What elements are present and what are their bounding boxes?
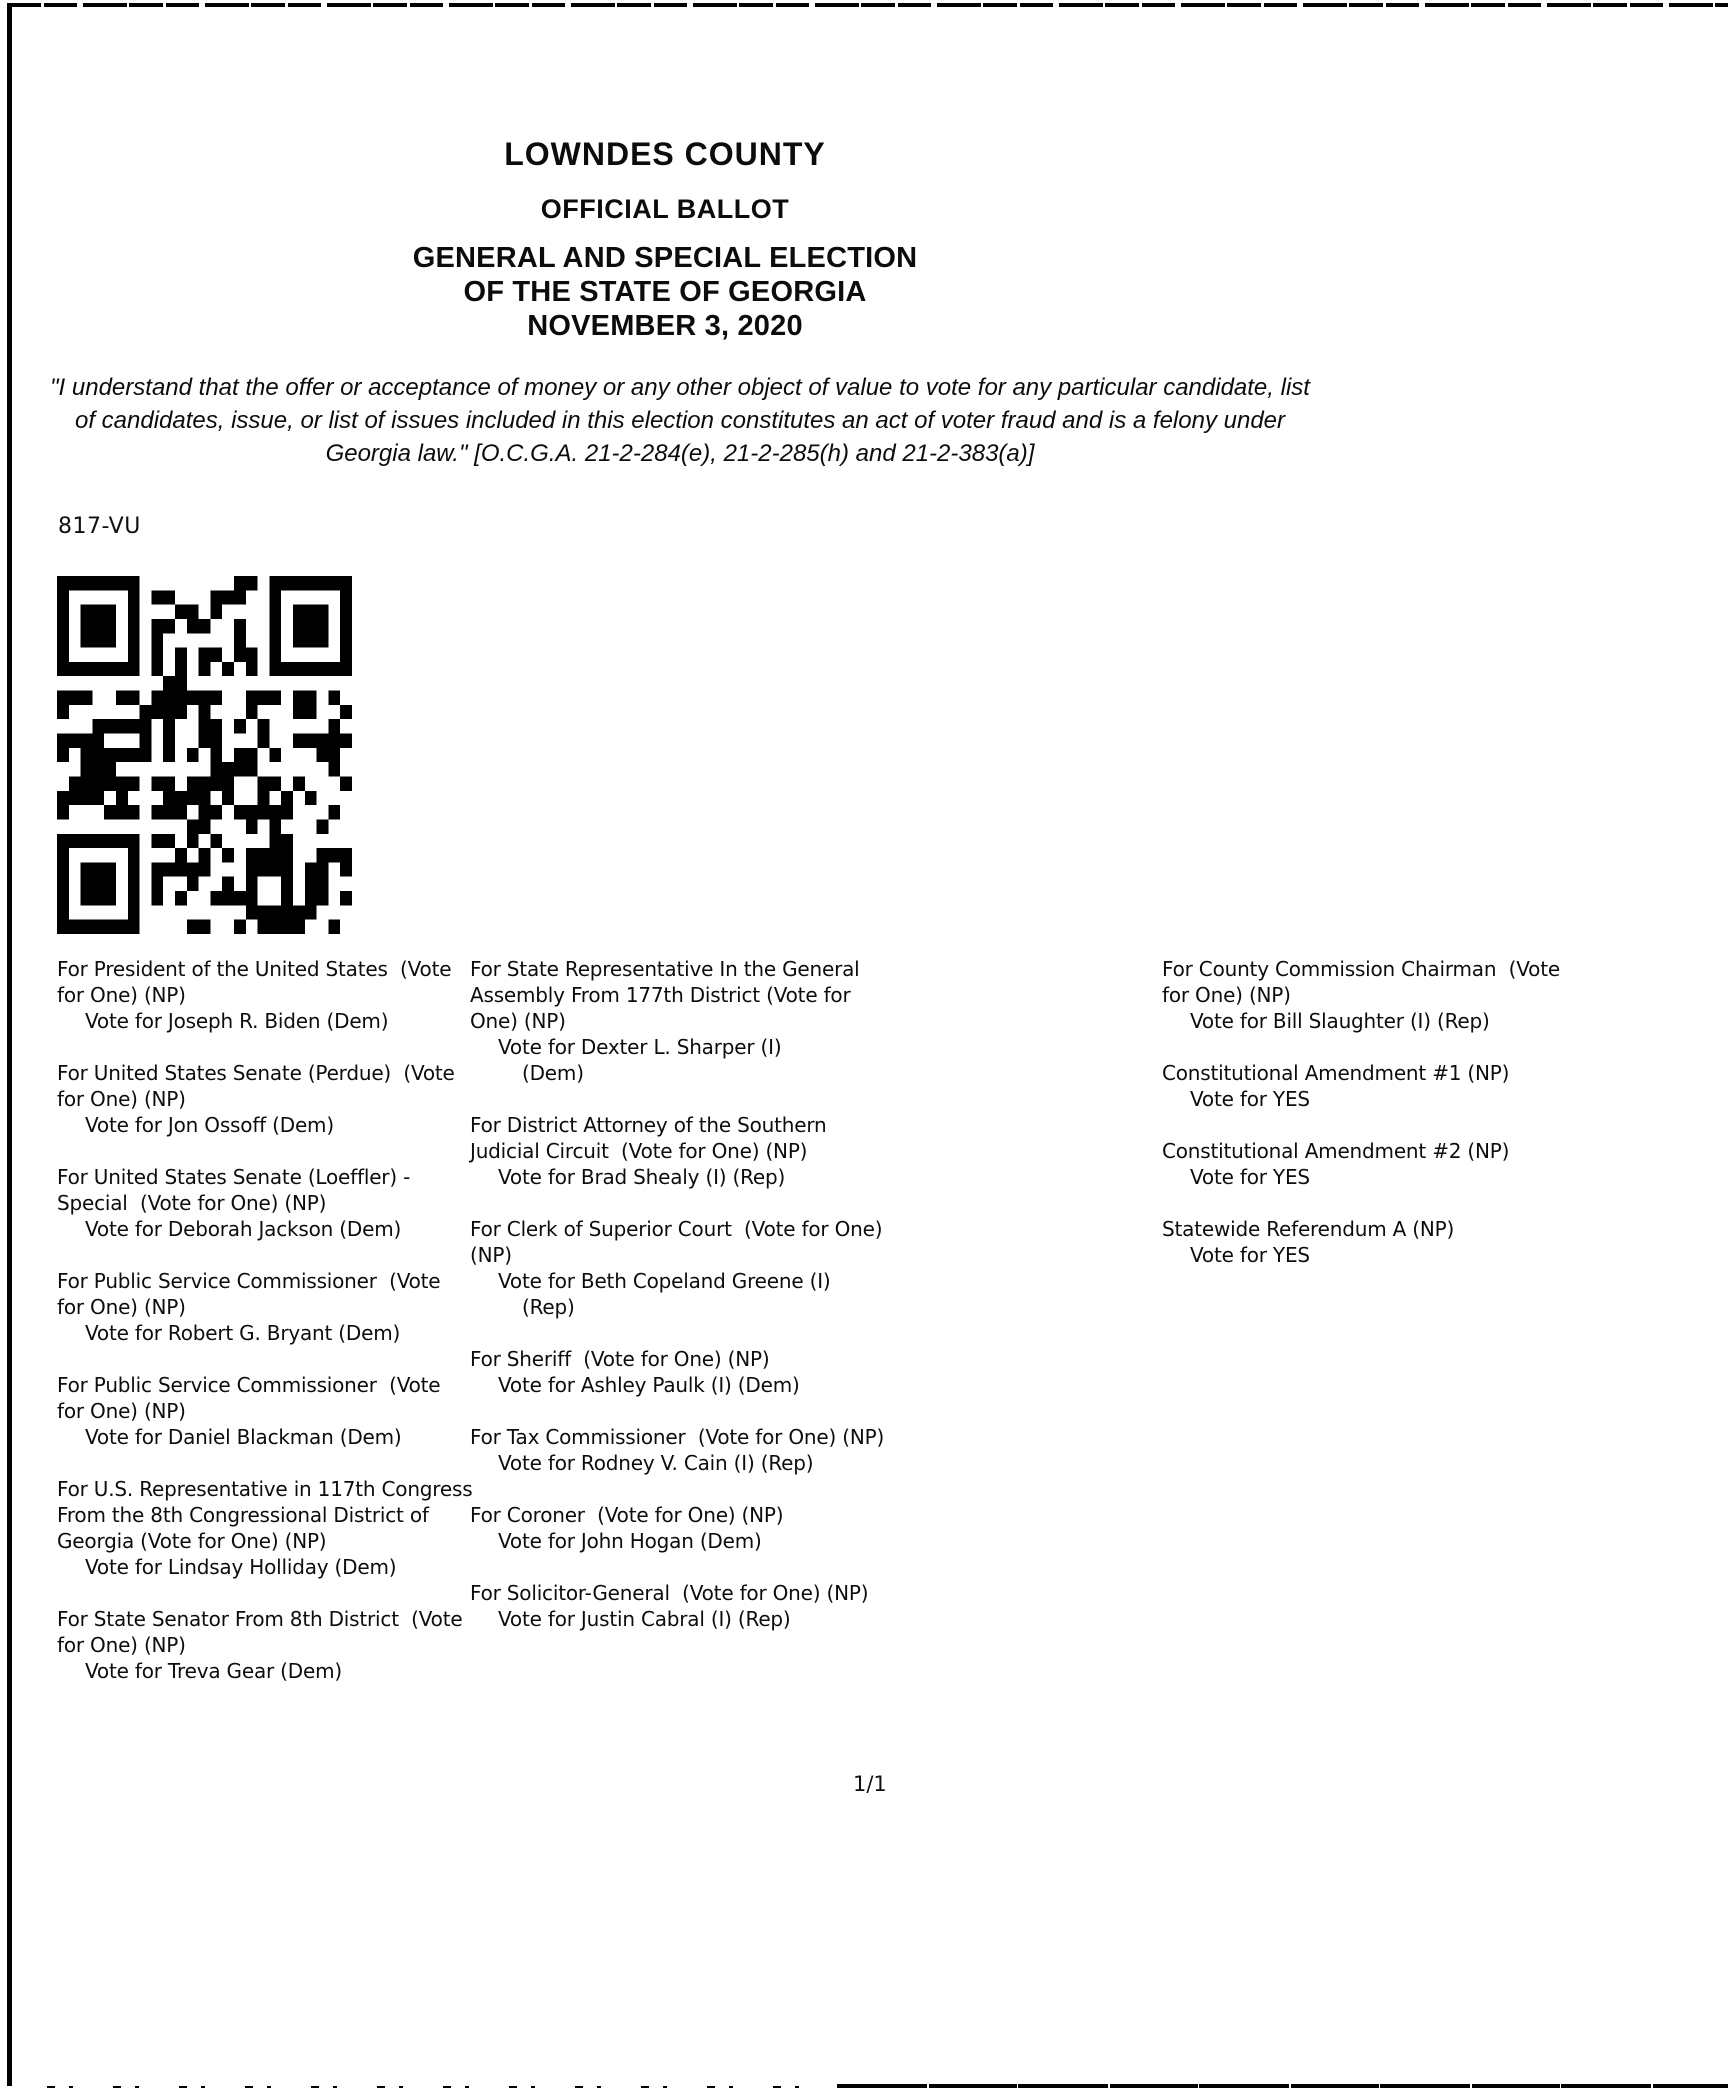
contest-office-line: Constitutional Amendment #2 (NP) bbox=[1162, 1139, 1510, 1163]
contest-office-line: For State Representative In the General bbox=[470, 957, 860, 981]
contest-selection-line: Vote for Justin Cabral (I) (Rep) bbox=[498, 1607, 791, 1631]
contest-selection-line: (Dem) bbox=[522, 1061, 584, 1085]
contest-selection-line: Vote for Treva Gear (Dem) bbox=[85, 1659, 342, 1683]
contest-office-line: For United States Senate (Loeffler) - bbox=[57, 1165, 411, 1189]
contest-selection-line: Vote for Dexter L. Sharper (I) bbox=[498, 1035, 782, 1059]
contest-selection-line: Vote for Jon Ossoff (Dem) bbox=[85, 1113, 334, 1137]
contest-office-line: For United States Senate (Perdue) (Vote bbox=[57, 1061, 455, 1085]
contest-office-line: for One) (NP) bbox=[57, 983, 186, 1007]
contest-selection-line: Vote for Bill Slaughter (I) (Rep) bbox=[1190, 1009, 1490, 1033]
ballot-type-title: OFFICIAL BALLOT bbox=[540, 194, 790, 224]
contest-office-line: Judicial Circuit (Vote for One) (NP) bbox=[470, 1139, 808, 1163]
contest-selection-line: Vote for YES bbox=[1190, 1087, 1310, 1111]
contest-office-line: For President of the United States (Vote bbox=[57, 957, 452, 981]
contest-entry bbox=[470, 1424, 884, 1476]
contest-office-line: For County Commission Chairman (Vote bbox=[1162, 957, 1560, 981]
contest-selection-line: Vote for Ashley Paulk (I) (Dem) bbox=[498, 1373, 800, 1397]
contest-entry bbox=[470, 1216, 884, 1320]
contest-office-line: Assembly From 177th District (Vote for bbox=[470, 983, 851, 1007]
contest-column-1 bbox=[57, 956, 472, 1710]
contest-entry bbox=[470, 1112, 884, 1190]
election-title-line-3: NOVEMBER 3, 2020 bbox=[527, 310, 803, 342]
contest-entry bbox=[1162, 1216, 1560, 1268]
contest-entry bbox=[57, 1060, 472, 1138]
contest-selection-line: Vote for Lindsay Holliday (Dem) bbox=[85, 1555, 397, 1579]
contest-selection-line: Vote for John Hogan (Dem) bbox=[498, 1529, 762, 1553]
contest-office-line: For Sheriff (Vote for One) (NP) bbox=[470, 1347, 770, 1371]
election-title bbox=[0, 241, 1330, 343]
contest-entry bbox=[470, 956, 884, 1086]
contest-office-line: for One) (NP) bbox=[57, 1633, 186, 1657]
election-title-line-1: GENERAL AND SPECIAL ELECTION bbox=[412, 242, 918, 274]
page-indicator: 1/1 bbox=[853, 1772, 887, 1796]
contest-office-line: For Solicitor-General (Vote for One) (NP) bbox=[470, 1581, 869, 1605]
contest-selection-line: Vote for Robert G. Bryant (Dem) bbox=[85, 1321, 401, 1345]
contest-entry bbox=[1162, 956, 1560, 1034]
contest-office-line: For Public Service Commissioner (Vote bbox=[57, 1373, 441, 1397]
ballot-header bbox=[0, 0, 1330, 360]
contest-office-line: For Clerk of Superior Court (Vote for One) bbox=[470, 1217, 883, 1241]
contest-selection-line: Vote for Deborah Jackson (Dem) bbox=[85, 1217, 402, 1241]
contest-entry bbox=[1162, 1060, 1560, 1112]
contest-entry bbox=[470, 1502, 884, 1554]
contest-office-line: for One) (NP) bbox=[57, 1399, 186, 1423]
contest-office-line: For U.S. Representative in 117th Congress bbox=[57, 1477, 473, 1501]
contest-office-line: Special (Vote for One) (NP) bbox=[57, 1191, 327, 1215]
scan-edge-bottom-sparse bbox=[7, 2086, 837, 2088]
voter-fraud-disclaimer: "I understand that the offer or acceptance of money or any other object of value to vote for any particular candidate, list of candidates, issue, or list of issues included in this election constitutes an act of voter fraud and is a felony under Georgia law." [O.C.G.A. 21-2-284(e), 21-2-285(h) and 21-2-383(a)] bbox=[50, 374, 1310, 467]
contest-selection-line: Vote for YES bbox=[1190, 1165, 1310, 1189]
contest-selection-line: Vote for Rodney V. Cain (I) (Rep) bbox=[498, 1451, 814, 1475]
contest-office-line: (NP) bbox=[470, 1243, 512, 1267]
scan-edge-bottom bbox=[7, 2084, 1728, 2089]
contest-office-line: Constitutional Amendment #1 (NP) bbox=[1162, 1061, 1510, 1085]
ballot-style-code: 817-VU bbox=[58, 514, 141, 539]
contest-selection-line: Vote for Beth Copeland Greene (I) bbox=[498, 1269, 831, 1293]
contest-office-line: For State Senator From 8th District (Vote bbox=[57, 1607, 463, 1631]
contest-selection-line: Vote for Joseph R. Biden (Dem) bbox=[85, 1009, 389, 1033]
contest-entry bbox=[470, 1580, 884, 1632]
contest-office-line: for One) (NP) bbox=[57, 1295, 186, 1319]
county-title: LOWNDES COUNTY bbox=[504, 136, 826, 172]
contest-column-3 bbox=[1162, 956, 1560, 1294]
contest-office-line: for One) (NP) bbox=[1162, 983, 1291, 1007]
contest-entry bbox=[470, 1346, 884, 1398]
contest-entry bbox=[57, 1606, 472, 1684]
contest-office-line: For Coroner (Vote for One) (NP) bbox=[470, 1503, 784, 1527]
contest-entry bbox=[57, 1268, 472, 1346]
contest-entry bbox=[57, 1164, 472, 1242]
contest-office-line: Georgia (Vote for One) (NP) bbox=[57, 1529, 327, 1553]
contest-office-line: Statewide Referendum A (NP) bbox=[1162, 1217, 1455, 1241]
contest-office-line: For Tax Commissioner (Vote for One) (NP) bbox=[470, 1425, 885, 1449]
contest-entry bbox=[57, 1476, 472, 1580]
contest-selection-line: (Rep) bbox=[522, 1295, 575, 1319]
contest-entry bbox=[57, 956, 472, 1034]
contest-selection-line: Vote for Daniel Blackman (Dem) bbox=[85, 1425, 402, 1449]
election-title-line-2: OF THE STATE OF GEORGIA bbox=[463, 276, 867, 308]
contest-office-line: for One) (NP) bbox=[57, 1087, 186, 1111]
contest-office-line: One) (NP) bbox=[470, 1009, 566, 1033]
contest-office-line: For Public Service Commissioner (Vote bbox=[57, 1269, 441, 1293]
contest-column-2 bbox=[470, 956, 884, 1658]
contest-office-line: For District Attorney of the Southern bbox=[470, 1113, 827, 1137]
scan-edge-bottom-solid bbox=[837, 2084, 1728, 2088]
contest-entry bbox=[57, 1372, 472, 1450]
contest-selection-line: Vote for YES bbox=[1190, 1243, 1310, 1267]
contest-entry bbox=[1162, 1138, 1560, 1190]
contest-office-line: From the 8th Congressional District of bbox=[57, 1503, 429, 1527]
contest-selection-line: Vote for Brad Shealy (I) (Rep) bbox=[498, 1165, 786, 1189]
qr-code bbox=[57, 576, 352, 934]
